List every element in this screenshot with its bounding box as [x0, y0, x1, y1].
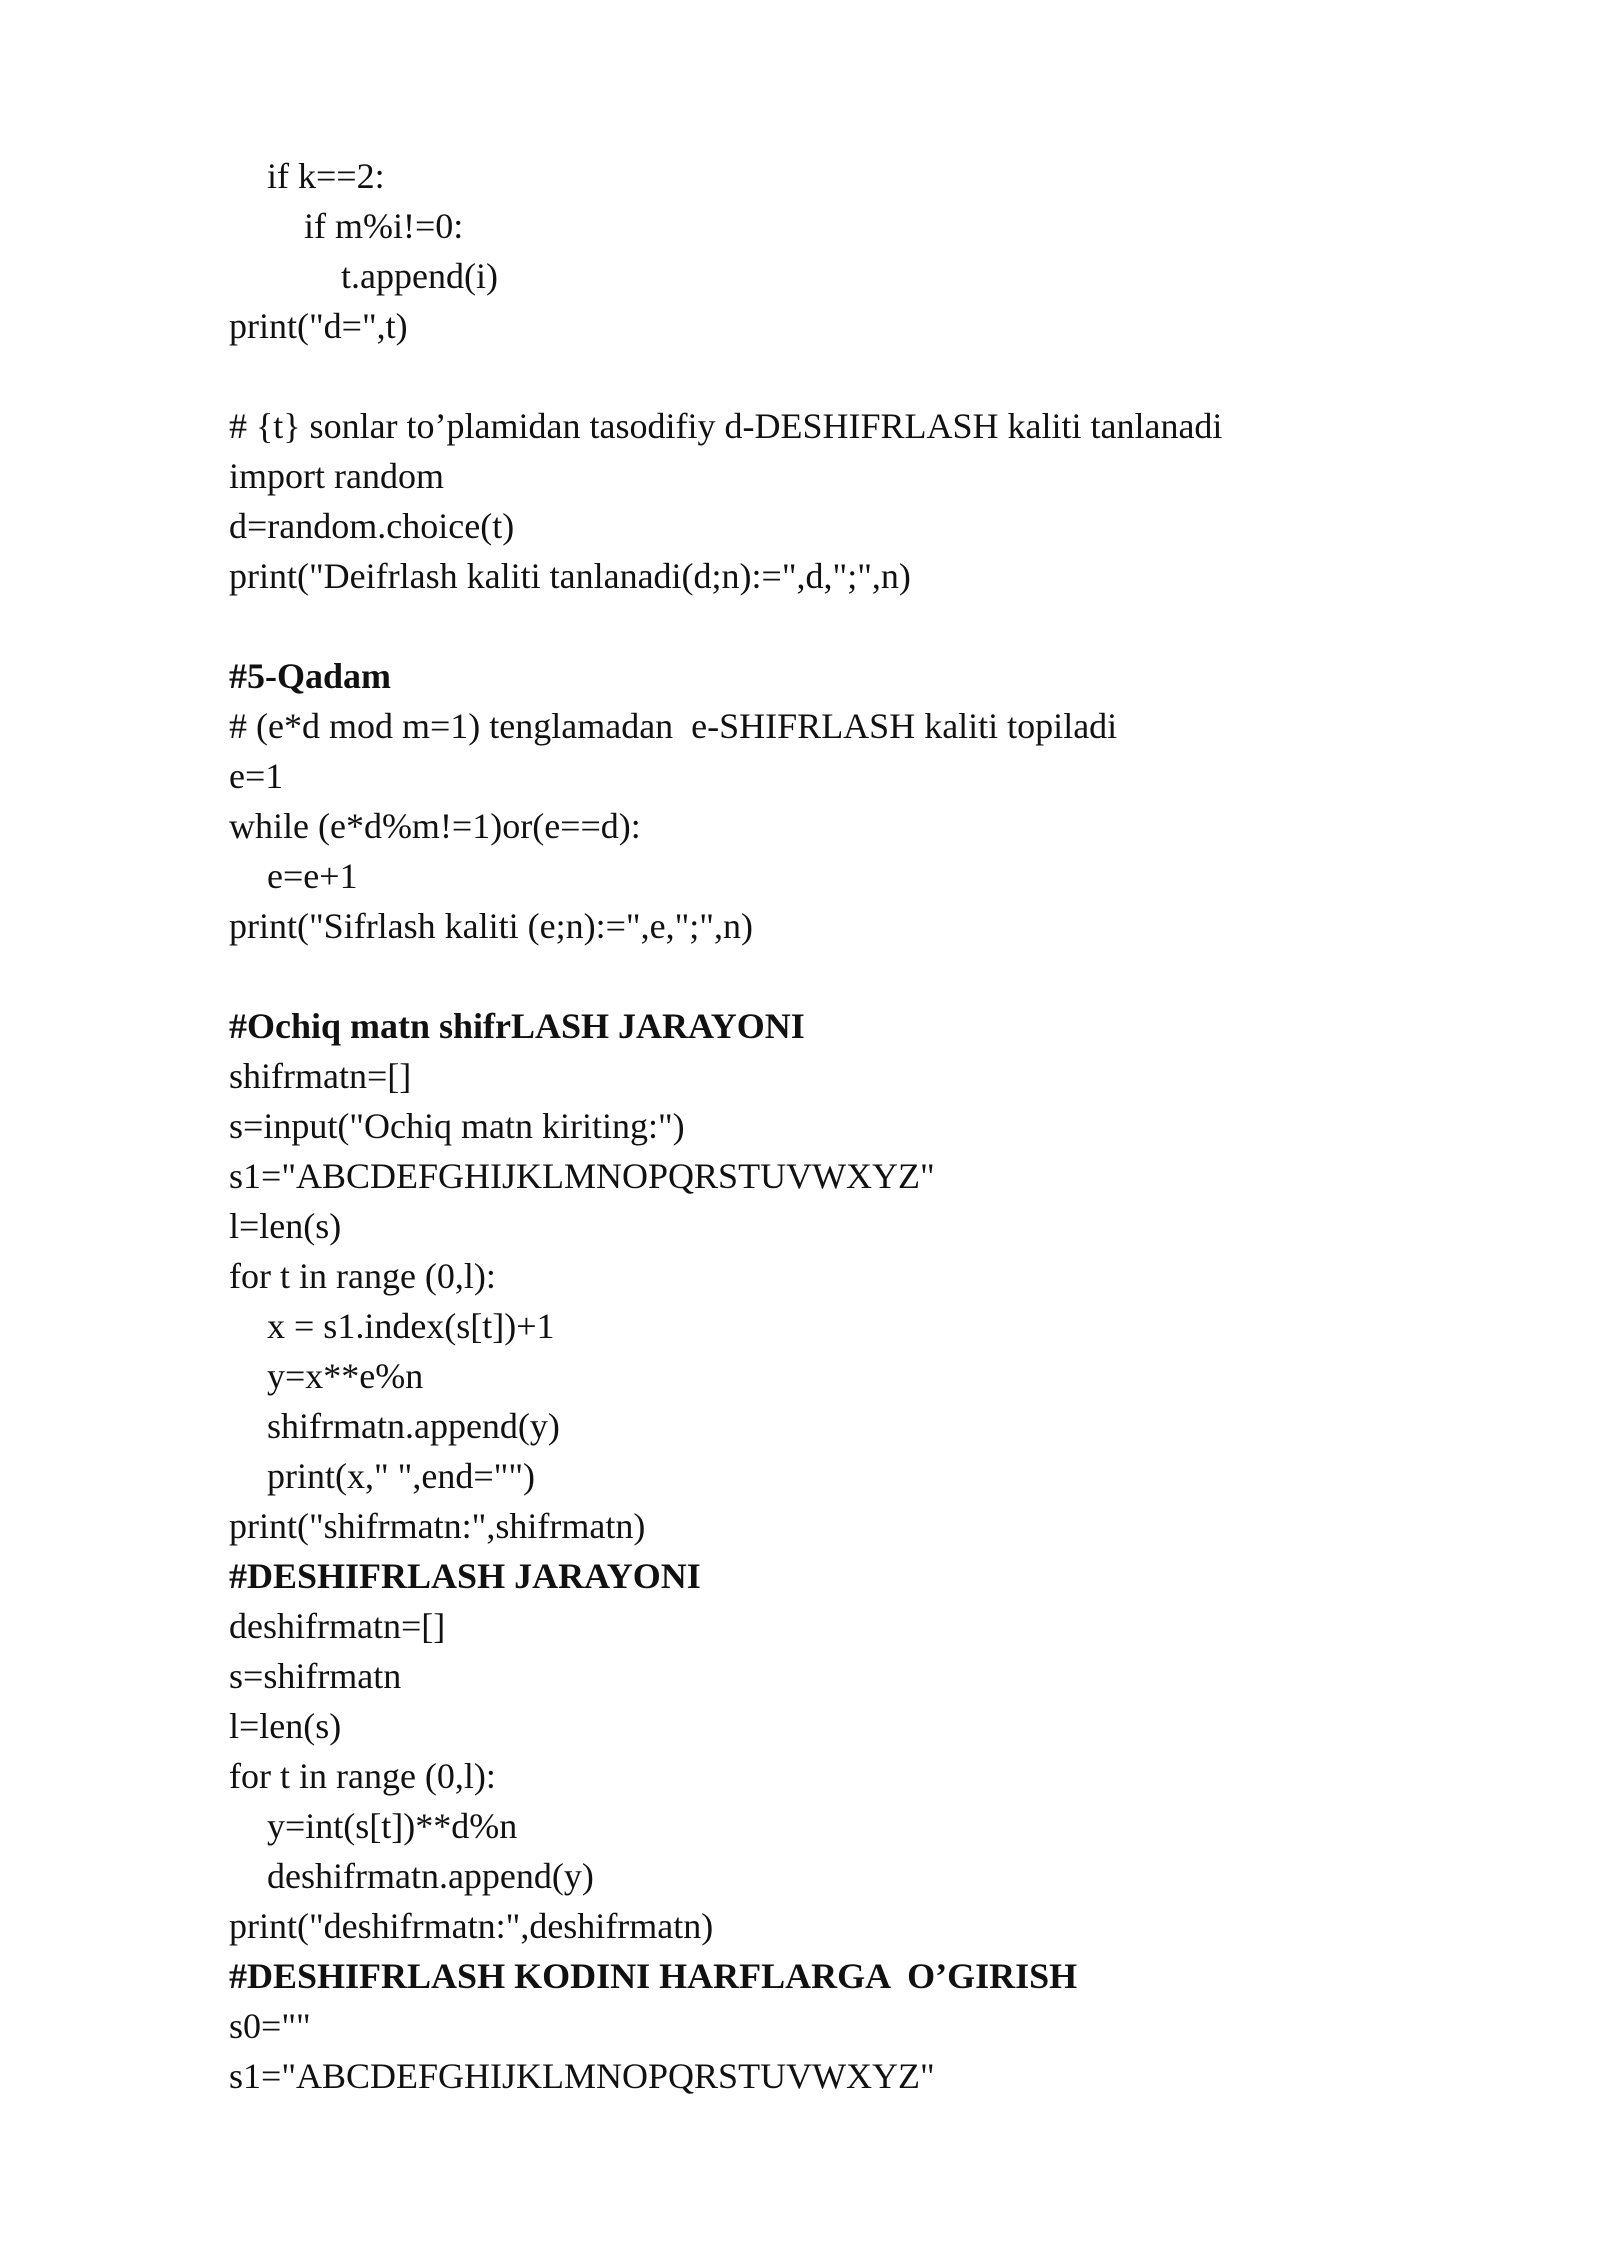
- code-line: print("shifrmatn:",shifrmatn): [229, 1506, 646, 1546]
- code-line: for t in range (0,l):: [229, 1256, 496, 1296]
- code-line: l=len(s): [229, 1206, 342, 1246]
- section-heading: #DESHIFRLASH KODINI HARFLARGA O’GIRISH: [229, 1956, 1078, 1996]
- code-line: print("deshifrmatn:",deshifrmatn): [229, 1906, 714, 1946]
- code-line: y=int(s[t])**d%n: [267, 1806, 518, 1846]
- code-line: d=random.choice(t): [229, 506, 515, 546]
- code-line: s=input("Ochiq matn kiriting:"): [229, 1106, 685, 1146]
- code-line: e=1: [229, 756, 284, 796]
- code-line: while (e*d%m!=1)or(e==d):: [229, 806, 641, 846]
- comment-line: # (e*d mod m=1) tenglamadan e-SHIFRLASH kaliti topiladi: [229, 706, 1118, 746]
- code-line: e=e+1: [267, 856, 358, 896]
- code-line: for t in range (0,l):: [229, 1756, 496, 1796]
- code-line: x = s1.index(s[t])+1: [267, 1306, 555, 1346]
- section-heading: #5-Qadam: [229, 656, 391, 696]
- code-line: deshifrmatn=[]: [229, 1606, 446, 1646]
- code-line: print("Sifrlash kaliti (e;n):=",e,";",n): [229, 906, 753, 946]
- code-line: s1="ABCDEFGHIJKLMNOPQRSTUVWXYZ": [229, 1156, 935, 1196]
- code-line: s=shifrmatn: [229, 1656, 402, 1696]
- code-line: if m%i!=0:: [304, 206, 464, 246]
- code-line: print("d=",t): [229, 306, 408, 346]
- code-line: shifrmatn.append(y): [267, 1406, 560, 1446]
- section-heading: #Ochiq matn shifrLASH JARAYONI: [229, 1006, 805, 1046]
- code-line: shifrmatn=[]: [229, 1056, 412, 1096]
- section-heading: #DESHIFRLASH JARAYONI: [229, 1556, 701, 1596]
- code-line: print("Deifrlash kaliti tanlanadi(d;n):=",d,";",n): [229, 556, 911, 596]
- code-line: l=len(s): [229, 1706, 342, 1746]
- code-line: y=x**e%n: [267, 1356, 424, 1396]
- code-line: s0="": [229, 2006, 311, 2046]
- code-line: s1="ABCDEFGHIJKLMNOPQRSTUVWXYZ": [229, 2056, 935, 2096]
- code-line: deshifrmatn.append(y): [267, 1856, 594, 1896]
- code-line: t.append(i): [341, 256, 498, 296]
- comment-line: # {t} sonlar to’plamidan tasodifiy d-DESHIFRLASH kaliti tanlanadi: [229, 406, 1223, 446]
- code-line: if k==2:: [267, 156, 385, 196]
- code-line: import random: [229, 456, 444, 496]
- code-line: print(x," ",end=""): [267, 1456, 536, 1496]
